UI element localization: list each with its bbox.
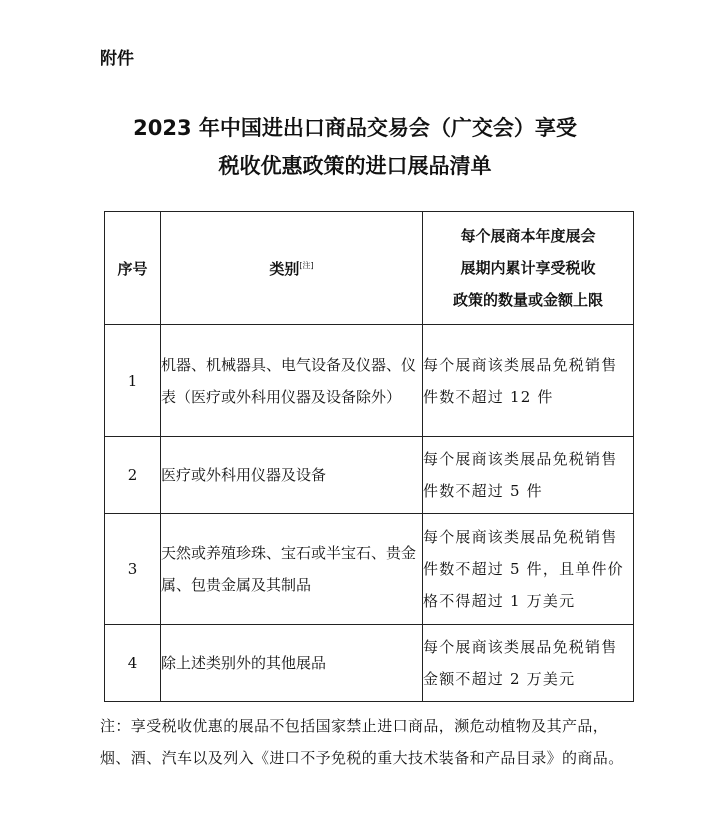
- row-category: 医疗或外科用仪器及设备: [161, 437, 423, 514]
- attachment-label: 附件: [100, 49, 134, 69]
- row-category: 天然或养殖珍珠、宝石或半宝石、贵金属、包贵金属及其制品: [161, 514, 423, 625]
- header-index: 序号: [105, 212, 161, 325]
- row-category: 除上述类别外的其他展品: [161, 625, 423, 702]
- header-limit-line-1: 每个展商本年度展会: [460, 227, 596, 245]
- row-limit: 每个展商该类展品免税销售件数不超过 12 件: [423, 325, 634, 437]
- header-category-label: 类别: [269, 259, 300, 278]
- footnote: 注：享受税收优惠的展品不包括国家禁止进口商品，濒危动植物及其产品，烟、酒、汽车以及列入《进口不予免税的重大技术装备和产品目录》的商品。: [100, 717, 624, 767]
- table-header-row: [105, 212, 634, 325]
- row-limit: 每个展商该类展品免税销售金额不超过 2 万美元: [423, 625, 634, 702]
- header-limit-line-3: 政策的数量或金额上限: [452, 291, 603, 309]
- row-index: 4: [105, 625, 161, 702]
- header-category-note-marker: [注]: [299, 260, 314, 270]
- table-row: [105, 625, 634, 702]
- header-limit: [423, 212, 634, 325]
- table-row: [105, 325, 634, 437]
- exhibit-list-table: [104, 211, 634, 702]
- header-limit-line-2: 展期内累计享受税收: [460, 259, 596, 277]
- row-index: 2: [105, 437, 161, 514]
- title-line-2: 税收优惠政策的进口展品清单: [218, 154, 492, 178]
- row-index: 3: [105, 514, 161, 625]
- table-row: [105, 514, 634, 625]
- row-index: 1: [105, 325, 161, 437]
- document-title: [0, 109, 710, 185]
- table-row: [105, 437, 634, 514]
- row-category: 机器、机械器具、电气设备及仪器、仪表（医疗或外科用仪器及设备除外）: [161, 325, 423, 437]
- row-limit: 每个展商该类展品免税销售件数不超过 5 件，且单件价格不得超过 1 万美元: [423, 514, 634, 625]
- header-category: [161, 212, 423, 325]
- row-limit: 每个展商该类展品免税销售件数不超过 5 件: [423, 437, 634, 514]
- title-line-1: 2023 年中国进出口商品交易会（广交会）享受: [133, 116, 577, 140]
